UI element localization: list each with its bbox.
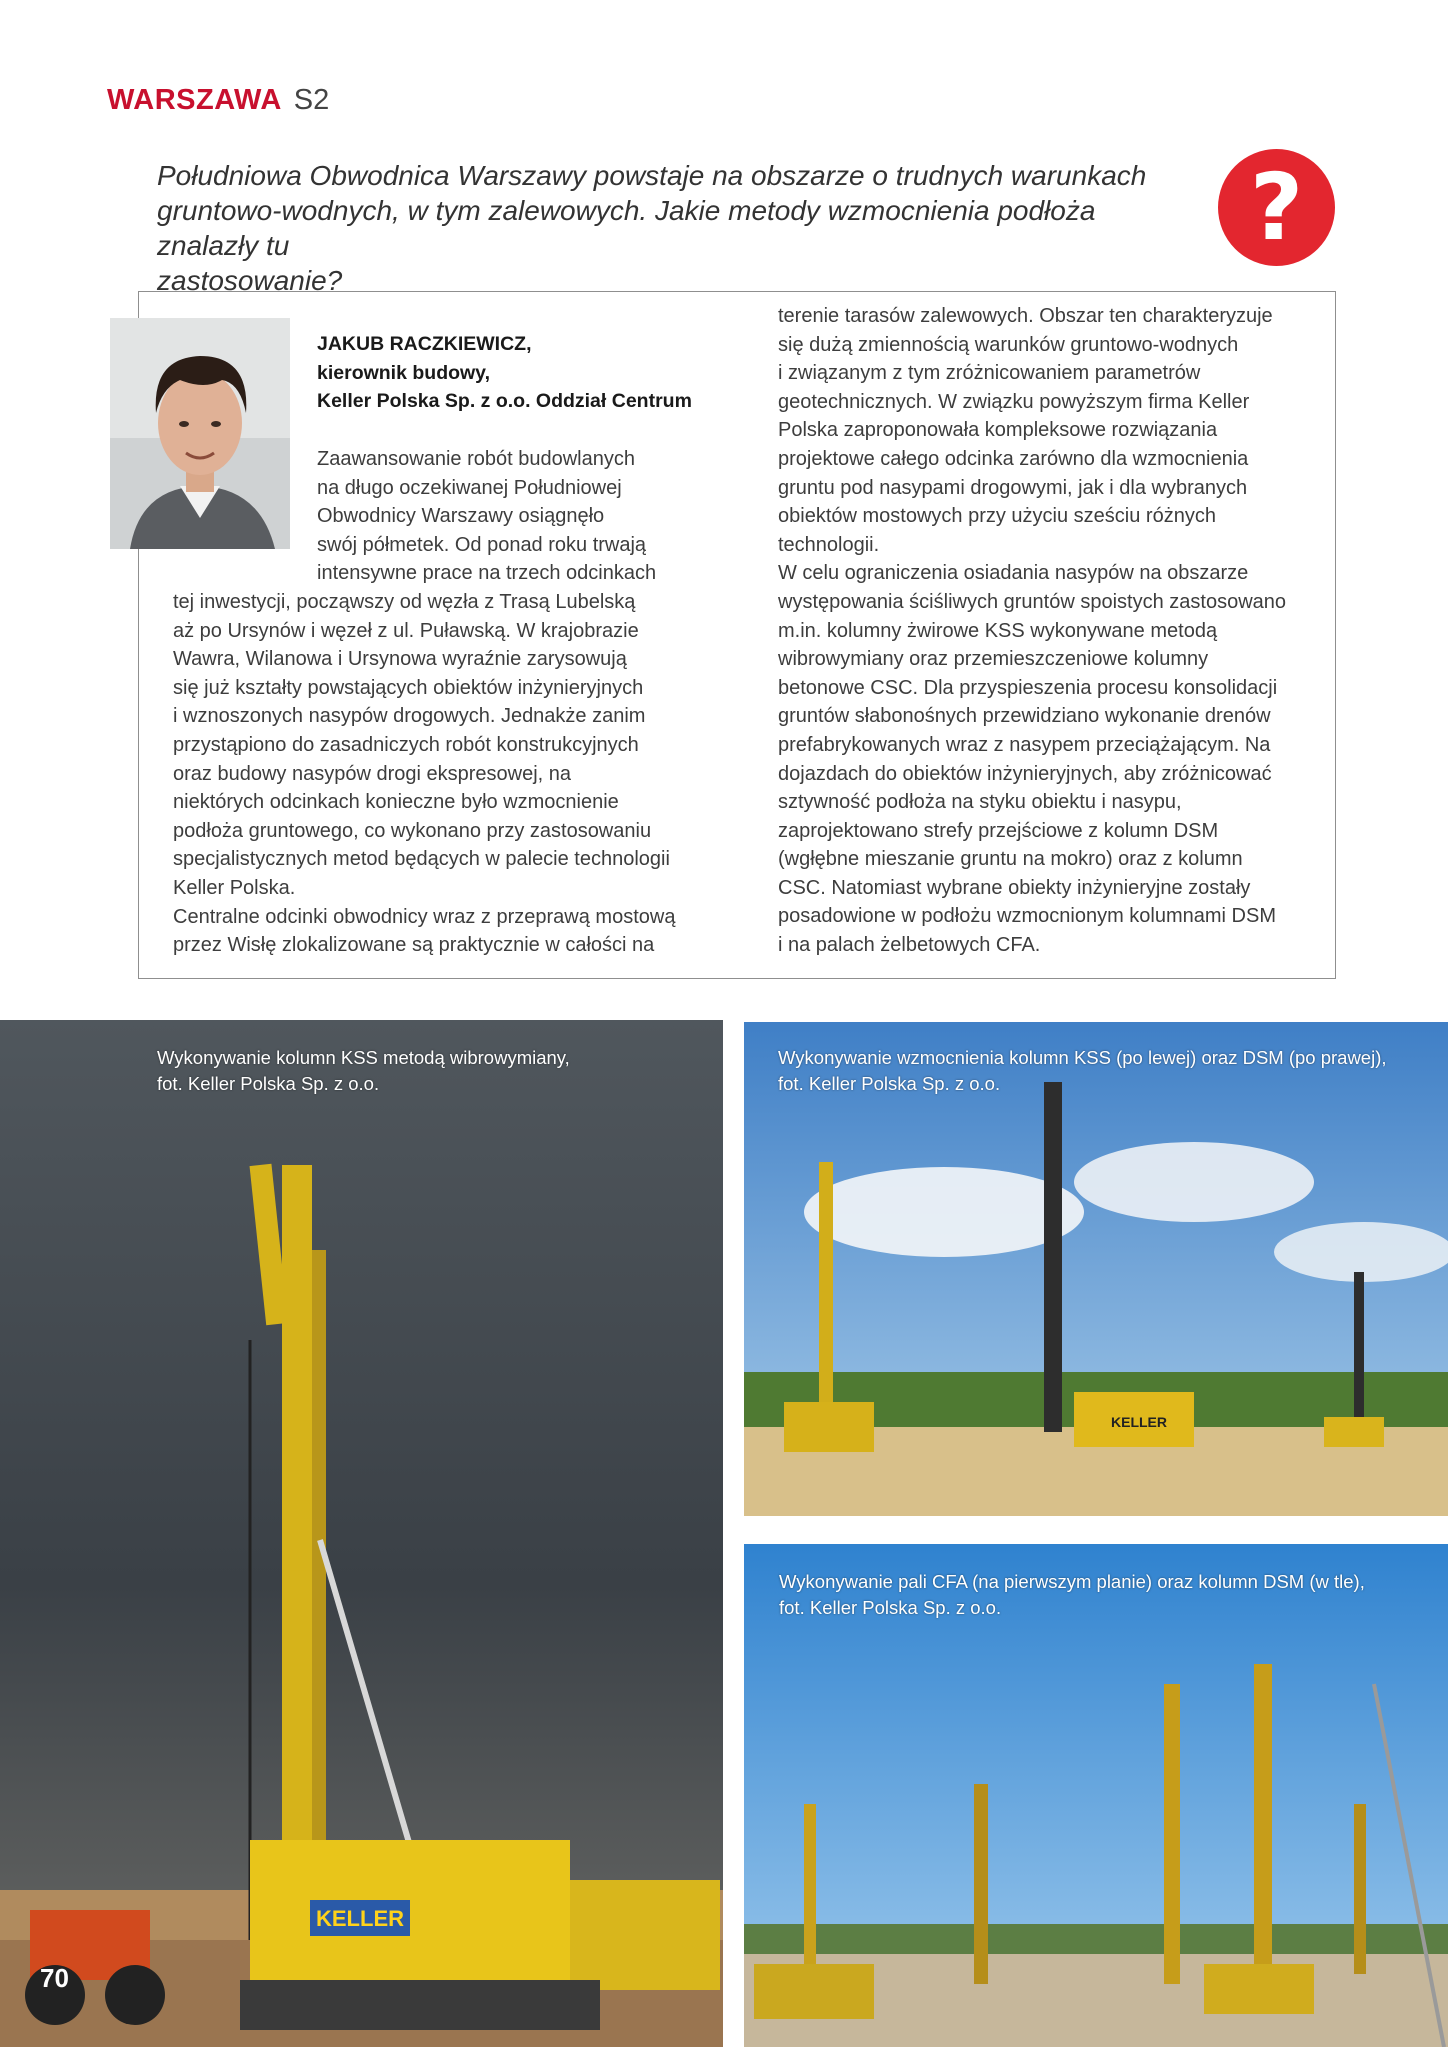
text-line: geotechnicznych. W związku powyższym firma Keller <box>778 390 1250 413</box>
photo-caption-bottom-right <box>779 1569 1365 1620</box>
caption-line: Wykonywanie pali CFA (na pierwszym planie) oraz kolumn DSM (w tle), <box>779 1571 1365 1592</box>
author-role: kierownik budowy, <box>317 361 490 384</box>
text-line: Keller Polska. <box>173 876 296 899</box>
question-text <box>157 158 1197 298</box>
text-line: obiektów mostowych przy użyciu sześciu różnych <box>778 505 1216 528</box>
author-company: Keller Polska Sp. z o.o. Oddział Centrum <box>317 390 692 413</box>
text-line: przez Wisłę zlokalizowane są praktycznie w całości na <box>173 934 655 957</box>
text-line: podłoża gruntowego, co wykonano przy zastosowaniu <box>173 819 652 842</box>
question-mark-icon: ? <box>1218 149 1335 266</box>
text-line: i związanym z tym zróżnicowaniem parametrów <box>778 362 1201 385</box>
text-line: projektowe całego odcinka zarówno dla wzmocnienia <box>778 447 1249 470</box>
text-line: aż po Ursynów i węzeł z ul. Puławską. W krajobrazie <box>173 619 639 642</box>
article-column-2 <box>778 302 1286 960</box>
text-line: Polska zaproponowała kompleksowe rozwiązania <box>778 419 1218 442</box>
text-line: się już kształty powstających obiektów inżynieryjnych <box>173 676 644 699</box>
section-city: WARSZAWA <box>107 84 282 116</box>
machine-logo: KELLER <box>316 1906 404 1931</box>
text-line: specjalistycznych metod będących w palecie technologii <box>173 848 670 871</box>
text-line: (wgłębne mieszanie gruntu na mokro) oraz z kolumn <box>778 848 1243 871</box>
page-number: 70 <box>40 1963 69 1993</box>
text-line: tej inwestycji, począwszy od węzła z Trasą Lubelską <box>173 591 636 613</box>
caption-line: Wykonywanie wzmocnienia kolumn KSS (po lewej) oraz DSM (po prawej), <box>778 1047 1387 1068</box>
author-name: JAKUB RACZKIEWICZ, <box>317 333 532 355</box>
text-line: CSC. Natomiast wybrane obiekty inżynieryjne zostały <box>778 876 1251 899</box>
text-line: i wznoszonych nasypów drogowych. Jednakże zanim <box>173 705 646 728</box>
text-line: posadowione w podłożu wzmocnionym kolumnami DSM <box>778 905 1276 928</box>
text-line: niektórych odcinkach konieczne było wzmocnienie <box>173 791 619 814</box>
text-line: gruntów słabonośnych przewidziano wykonanie drenów <box>778 705 1271 728</box>
text-line: intensywne prace na trzech odcinkach <box>317 562 657 585</box>
text-line: Wawra, Wilanowa i Ursynowa wyraźnie zarysowują <box>173 648 627 671</box>
machine-logo: KELLER <box>1111 1414 1167 1430</box>
text-line: Centralne odcinki obwodnicy wraz z przeprawą mostową <box>173 905 676 928</box>
author-portrait <box>110 318 290 549</box>
text-line: m.in. kolumny żwirowe KSS wykonywane metodą <box>778 619 1218 642</box>
photo-kss-rig <box>0 1020 723 2047</box>
question-line: zastosowanie? <box>157 265 343 296</box>
text-line: się dużą zmiennością warunków gruntowo-wodnych <box>778 333 1239 356</box>
text-line: występowania ściśliwych gruntów spoistych zastosowano <box>778 590 1287 613</box>
section-header <box>107 78 329 122</box>
text-line: dojazdach do obiektów inżynieryjnych, aby zróżnicować <box>778 762 1272 785</box>
caption-line: fot. Keller Polska Sp. z o.o. <box>779 1596 1002 1618</box>
text-line: i na palach żelbetowych CFA. <box>778 934 1041 957</box>
article-column-1-intro <box>317 445 656 588</box>
text-line: Zaawansowanie robót budowlanych <box>317 448 635 470</box>
question-line: Południowa Obwodnica Warszawy powstaje na obszarze o trudnych warunkach <box>157 160 1147 191</box>
caption-line: fot. Keller Polska Sp. z o.o. <box>778 1072 1001 1094</box>
question-line: gruntowo-wodnych, w tym zalewowych. Jakie metody wzmocnienia podłoża znalazły tu <box>157 195 1096 261</box>
text-line: na długo oczekiwanej Południowej <box>317 476 622 499</box>
author-block <box>317 330 692 416</box>
text-line: betonowe CSC. Dla przyspieszenia procesu konsolidacji <box>778 676 1278 699</box>
photo-kss-dsm-rigs <box>744 1022 1448 1516</box>
caption-line: fot. Keller Polska Sp. z o.o. <box>157 1072 380 1094</box>
text-line: sztywność podłoża na styku obiektu i nasypu, <box>778 791 1182 814</box>
text-line: gruntu pod nasypami drogowymi, jak i dla wybranych <box>778 476 1248 499</box>
text-line: oraz budowy nasypów drogi ekspresowej, na <box>173 762 571 785</box>
text-line: wibrowymiany oraz przemieszczeniowe kolumny <box>778 648 1209 671</box>
text-line: zaprojektowano strefy przejściowe z kolumn DSM <box>778 819 1219 842</box>
photo-caption-top-right <box>778 1045 1387 1096</box>
caption-line: Wykonywanie kolumn KSS metodą wibrowymiany, <box>157 1047 570 1068</box>
text-line: swój półmetek. Od ponad roku trwają <box>317 533 647 556</box>
text-line: terenie tarasów zalewowych. Obszar ten charakteryzuje <box>778 305 1273 327</box>
section-road: S2 <box>293 84 330 116</box>
text-line: Obwodnicy Warszawy osiągnęło <box>317 505 605 528</box>
photo-caption-left <box>157 1045 570 1096</box>
article-column-1 <box>173 588 675 960</box>
text-line: prefabrykowanych wraz z nasypem przeciążającym. Na <box>778 733 1271 756</box>
text-line: technologii. <box>778 533 880 556</box>
text-line: W celu ograniczenia osiadania nasypów na obszarze <box>778 562 1249 585</box>
text-line: przystąpiono do zasadniczych robót konstrukcyjnych <box>173 733 639 756</box>
